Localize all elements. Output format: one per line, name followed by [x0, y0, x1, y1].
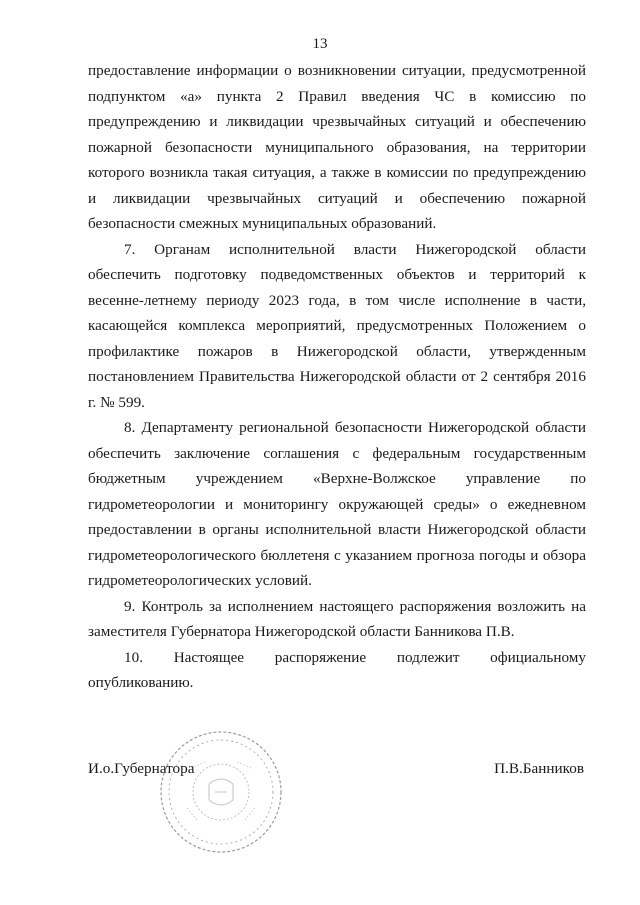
paragraph-continuation: предоставление информации о возникновении ситуации, предусмотренной подпунктом «а» пункта 2 Правил введения ЧС в комиссию по предупреждению и ликвидации чрезвычайных ситуаций и обеспечению пожарной безопасности муниципального образования, на территории которого возникла такая ситуация, а также в комиссии по предупреждению и ликвидации чрезвычайных ситуаций и обеспечению пожарной безопасности смежных муниципальных образований. — [88, 62, 586, 232]
document-body — [88, 58, 586, 696]
paragraph-item-7: 7. Органам исполнительной власти Нижегородской области обеспечить подготовку подведомственных объектов и территорий к весенне-летнему периоду 2023 года, в том числе исполнение в части, касающейся комплекса мероприятий, предусмотренных Положением о профилактике пожаров в Нижегородской области, утвержденным постановлением Правительства Нижегородской области от 2 сентября 2016 г. № 599. — [88, 240, 586, 411]
paragraph-item-9: 9. Контроль за исполнением настоящего распоряжения возложить на заместителя Губернатора Нижегородской области Банникова П.В. — [88, 597, 586, 640]
page-number: 13 — [312, 36, 328, 52]
paragraph-item-10: 10. Настоящее распоряжение подлежит официальному опубликованию. — [88, 648, 586, 691]
paragraph-item-8: 8. Департаменту региональной безопасности Нижегородской области обеспечить заключение соглашения с федеральным государственным бюджетным учреждением «Верхне-Волжское управление по гидрометеорологии и мониторингу окружающей среды» о ежедневном предоставлении в органы исполнительной власти Нижегородской области гидрометеорологического бюллетеня с указанием прогноза погоды и обзора гидрометеорологических условий. — [88, 419, 586, 589]
signatory-name: П.В.Банников — [494, 760, 584, 777]
signatory-position: И.о.Губернатора — [88, 760, 195, 777]
seal-stamp-icon — [157, 728, 285, 856]
